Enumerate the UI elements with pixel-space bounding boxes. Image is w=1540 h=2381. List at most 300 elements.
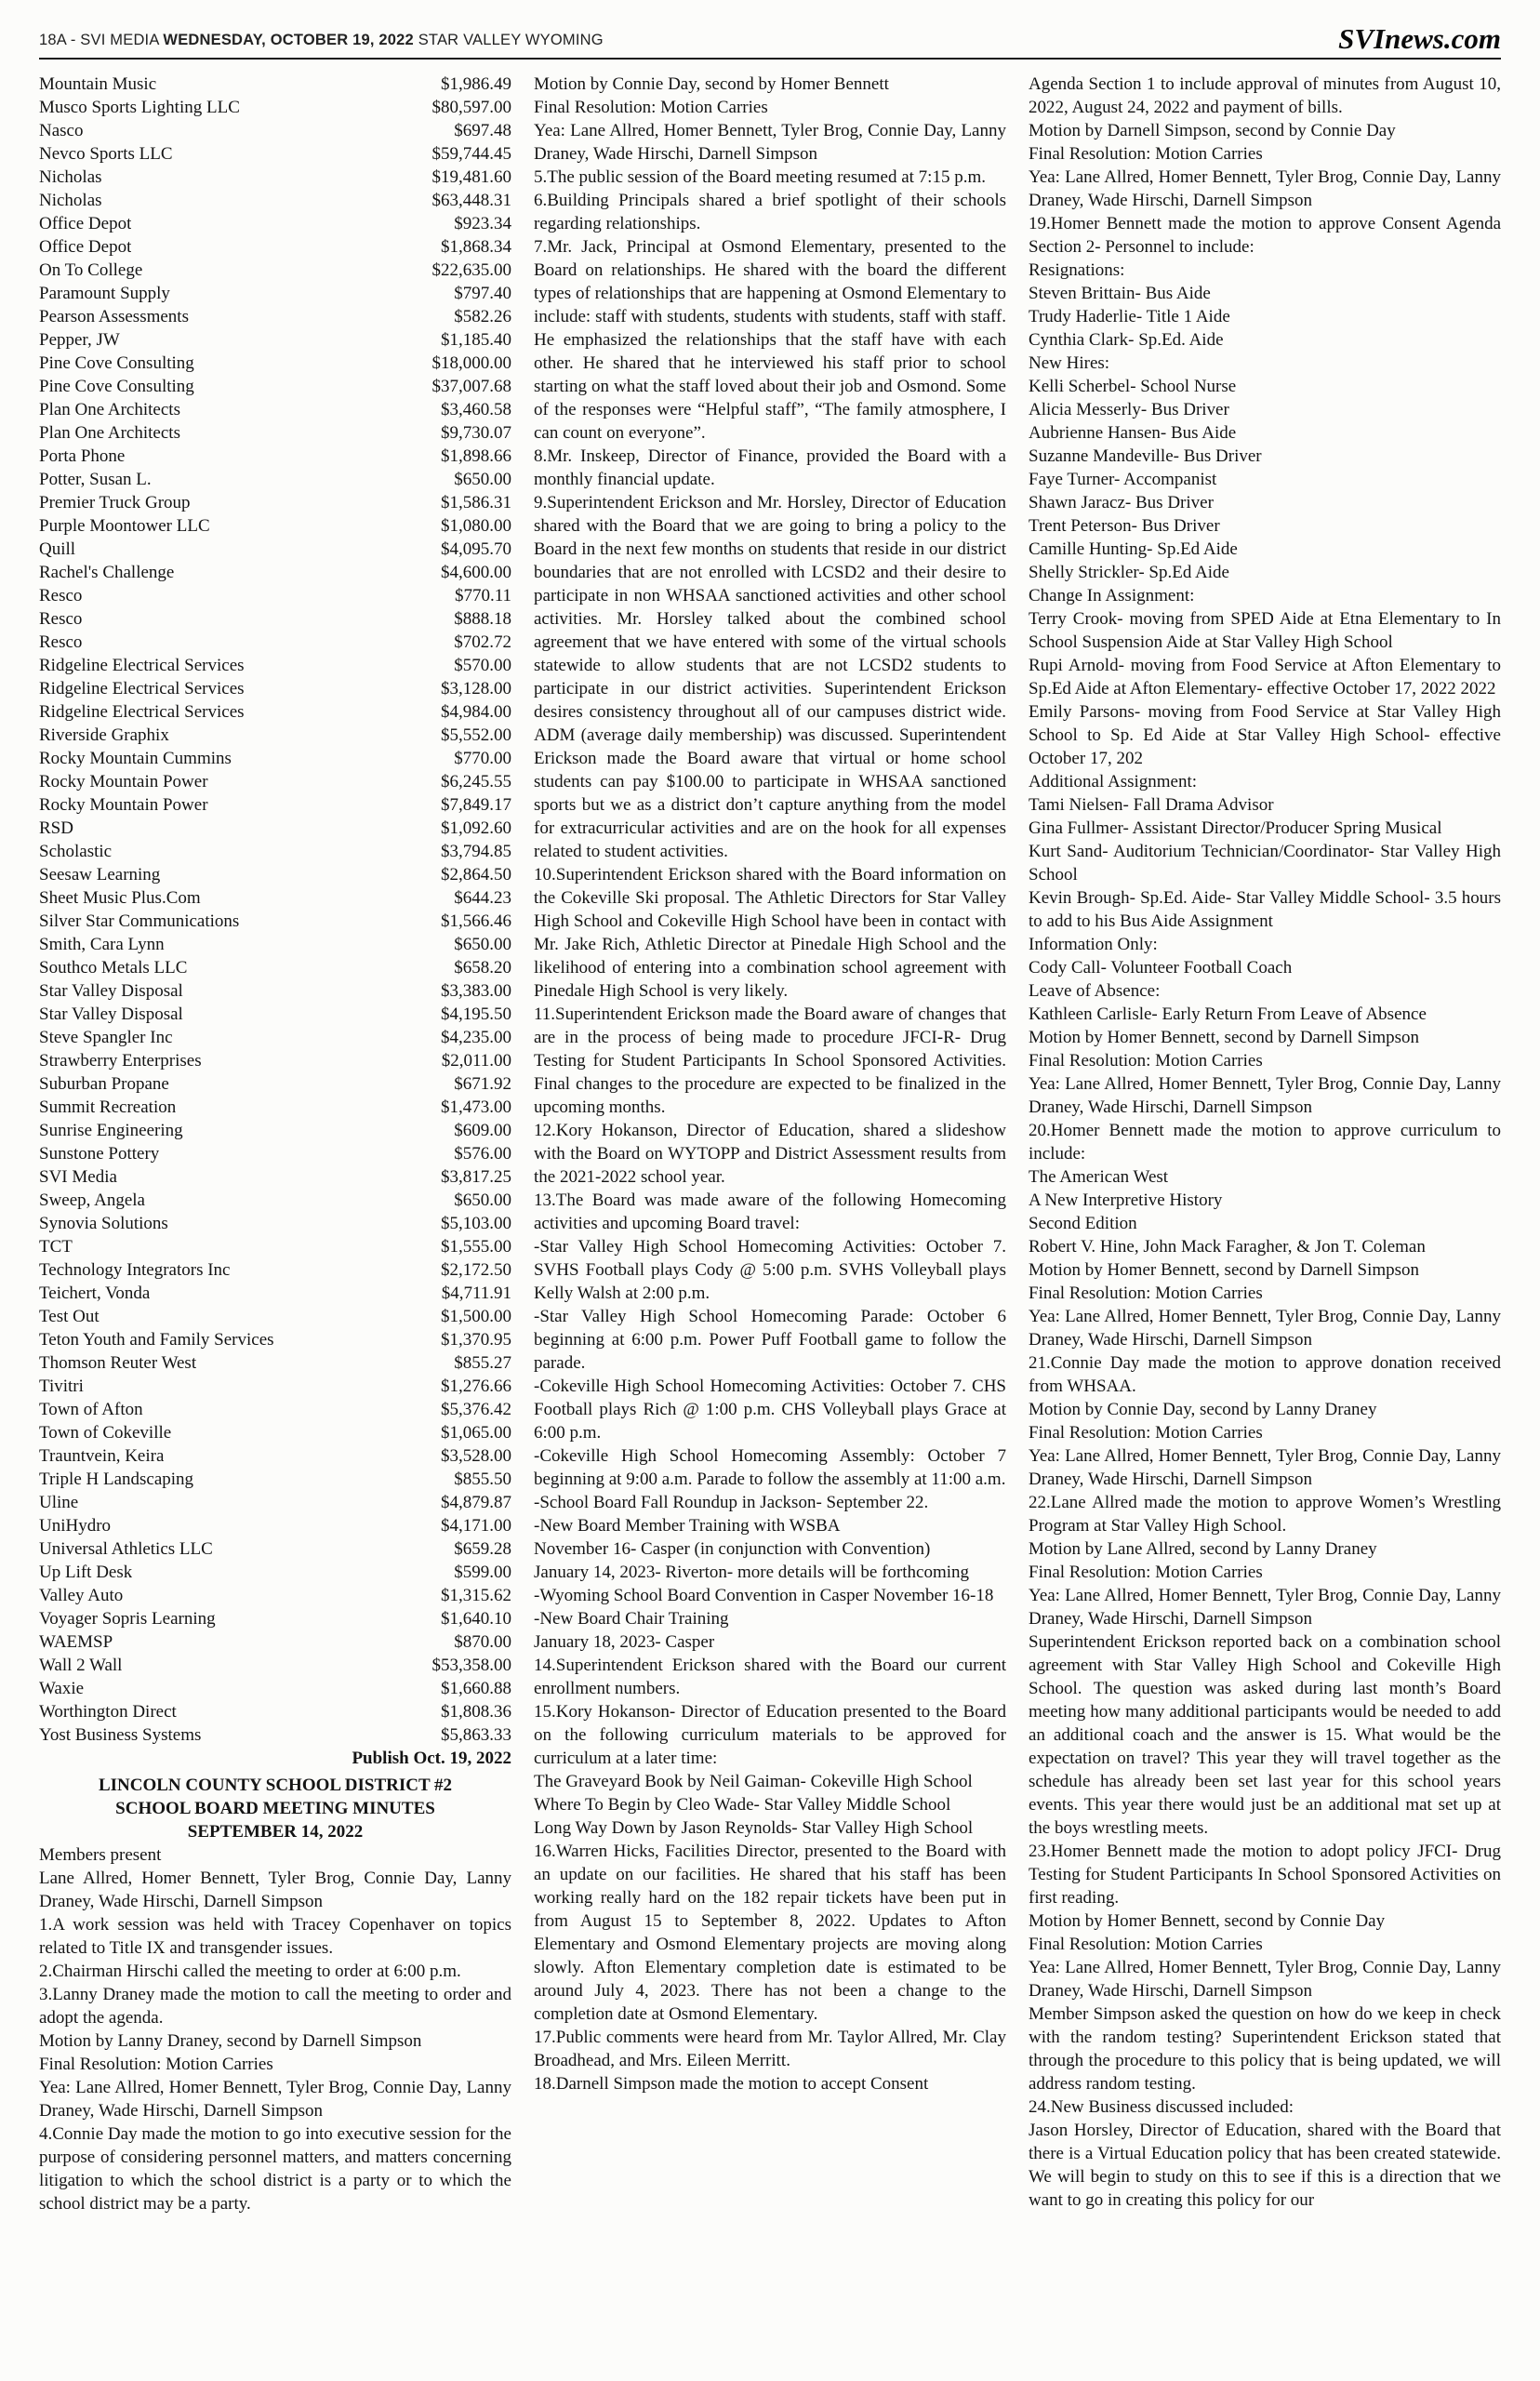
- vendor-amount: $1,092.60: [441, 818, 511, 838]
- vendor-row: [39, 1398, 511, 1421]
- vendor-row: [39, 863, 511, 886]
- paragraph: Robert V. Hine, John Mack Faragher, & Jon T. Coleman: [1029, 1237, 1426, 1257]
- vendor-amount: $1,500.00: [441, 1307, 511, 1326]
- vendor-amount: $770.00: [454, 749, 511, 768]
- vendor-amount: $22,635.00: [431, 260, 511, 280]
- vendor-amount: $1,276.66: [441, 1377, 511, 1396]
- vendor-amount: $1,080.00: [441, 516, 511, 536]
- paragraph: Yea: Lane Allred, Homer Bennett, Tyler Brog, Connie Day, Lanny Draney, Wade Hirschi, Darnell Simpson: [1029, 1446, 1501, 1489]
- paragraph: Motion by Lanny Draney, second by Darnell Simpson: [39, 2031, 422, 2051]
- paragraph: Alicia Messerly- Bus Driver: [1029, 400, 1229, 419]
- vendor-amount: $1,586.31: [441, 493, 511, 512]
- paragraph: Final Resolution: Motion Carries: [1029, 144, 1263, 164]
- vendor-amount: $644.23: [454, 888, 511, 908]
- vendor-name: Mountain Music: [39, 74, 157, 94]
- vendor-name: Porta Phone: [39, 446, 126, 466]
- vendor-name: Town of Afton: [39, 1400, 143, 1419]
- folio-line: [39, 32, 604, 53]
- paragraph: 22.Lane Allred made the motion to approve Women’s Wrestling Program at Star Valley High School.: [1029, 1493, 1501, 1536]
- vendor-name: Nevco Sports LLC: [39, 144, 173, 164]
- paragraph: Lane Allred, Homer Bennett, Tyler Brog, Connie Day, Lanny Draney, Wade Hirschi, Darnell Simpson: [39, 1869, 511, 1911]
- paragraph: Cynthia Clark- Sp.Ed. Aide: [1029, 330, 1224, 350]
- vendor-row: [39, 1258, 511, 1282]
- vendor-row: [39, 445, 511, 468]
- vendor-amount: $770.11: [454, 586, 511, 605]
- paragraph: Faye Turner- Accompanist: [1029, 470, 1217, 489]
- vendor-name: TCT: [39, 1237, 73, 1257]
- vendor-name: Valley Auto: [39, 1586, 124, 1605]
- vendor-amount: $5,103.00: [441, 1214, 511, 1233]
- vendor-amount: $5,552.00: [441, 725, 511, 745]
- vendor-amount: $4,095.70: [441, 539, 511, 559]
- minutes-title-line-2: SCHOOL BOARD MEETING MINUTES: [115, 1799, 435, 1818]
- vendor-row: [39, 1165, 511, 1189]
- paragraph: 7.Mr. Jack, Principal at Osmond Elementary, presented to the Board on relationships. He shared with the board the different types of relationships that are happening at Osmond Elementary to include: staff with students, students with students, staff with staff. He emphasized the relationships that the staff have with each other. He shared that he interviewed his staff prior to school starting on what the staff loved about their job and Osmond. Some of the responses were “Helpful staff”, “The family atmosphere, I can count on everyone”.: [534, 237, 1006, 443]
- paragraph: Jason Horsley, Director of Education, shared with the Board that there is a Virtual Education policy that has been created statewide. We will begin to study on this to see if this is a direction that we want to go in creating this policy for our: [1029, 2121, 1501, 2210]
- vendor-amount: $3,383.00: [441, 981, 511, 1001]
- paragraph: Long Way Down by Jason Reynolds- Star Valley High School: [534, 1818, 974, 1838]
- vendor-amount: $1,660.88: [441, 1679, 511, 1698]
- vendor-name: Rocky Mountain Power: [39, 772, 208, 791]
- vendor-name: Summit Recreation: [39, 1097, 177, 1117]
- vendor-name: Wall 2 Wall: [39, 1656, 123, 1675]
- vendor-name: Yost Business Systems: [39, 1725, 202, 1745]
- paragraph: Motion by Lane Allred, second by Lanny Draney: [1029, 1539, 1377, 1559]
- paragraph: Yea: Lane Allred, Homer Bennett, Tyler Brog, Connie Day, Lanny Draney, Wade Hirschi, Darnell Simpson: [1029, 1074, 1501, 1117]
- paragraph: -Wyoming School Board Convention in Casper November 16-18: [534, 1586, 994, 1605]
- paragraph: 21.Connie Day made the motion to approve donation received from WHSAA.: [1029, 1353, 1501, 1396]
- paragraph: -School Board Fall Roundup in Jackson- September 22.: [534, 1493, 929, 1512]
- vendor-row: [39, 561, 511, 584]
- paragraph: Motion by Homer Bennett, second by Darnell Simpson: [1029, 1028, 1420, 1047]
- vendor-row: [39, 235, 511, 259]
- vendor-amount: $4,711.91: [441, 1284, 511, 1303]
- paragraph: Final Resolution: Motion Carries: [1029, 1051, 1263, 1071]
- paragraph: Additional Assignment:: [1029, 772, 1198, 791]
- vendor-name: Technology Integrators Inc: [39, 1260, 231, 1280]
- paragraph: Terry Crook- moving from SPED Aide at Etna Elementary to In School Suspension Aide at Star Valley High School: [1029, 609, 1501, 652]
- vendor-row: [39, 468, 511, 491]
- paragraph: Steven Brittain- Bus Aide: [1029, 284, 1211, 303]
- vendor-amount: $7,849.17: [441, 795, 511, 815]
- vendor-row: [39, 398, 511, 421]
- vendor-row: [39, 73, 511, 96]
- vendor-name: Nicholas: [39, 167, 102, 187]
- paragraph: Superintendent Erickson reported back on a combination school agreement with Star Valley High School and Cokeville High School. The question was asked during last month’s Board meeting how many additional participants would be needed to add an additional coach and the answer is 15. What would be the expectation on travel? This year they will travel together as the schedule has already been set last year for this school years events. This year there would just be an additional mat set up at the boys wrestling meets.: [1029, 1632, 1501, 1838]
- vendor-amount: $570.00: [454, 656, 511, 675]
- minutes-title-line-1: LINCOLN COUNTY SCHOOL DISTRICT #2: [98, 1776, 453, 1795]
- vendor-name: Pearson Assessments: [39, 307, 189, 326]
- paragraph: Gina Fullmer- Assistant Director/Producer Spring Musical: [1029, 818, 1442, 838]
- vendor-amount: $870.00: [454, 1632, 511, 1652]
- vendor-name: Premier Truck Group: [39, 493, 191, 512]
- vendor-amount: $4,235.00: [441, 1028, 511, 1047]
- vendor-amount: $1,808.36: [441, 1702, 511, 1722]
- paragraph: The Graveyard Book by Neil Gaiman- Cokeville High School: [534, 1772, 973, 1791]
- vendor-row: [39, 282, 511, 305]
- vendor-amount: $4,879.87: [441, 1493, 511, 1512]
- vendor-name: SVI Media: [39, 1167, 117, 1187]
- vendor-amount: $9,730.07: [441, 423, 511, 443]
- paragraph: Information Only:: [1029, 935, 1158, 954]
- vendor-name: Rachel's Challenge: [39, 563, 175, 582]
- paragraph: Change In Assignment:: [1029, 586, 1195, 605]
- vendor-row: [39, 189, 511, 212]
- vendor-row: [39, 212, 511, 235]
- vendor-name: Resco: [39, 609, 83, 629]
- vendor-row: [39, 770, 511, 793]
- vendor-amount: $650.00: [454, 470, 511, 489]
- vendor-amount: $4,195.50: [441, 1004, 511, 1024]
- vendor-name: Pepper, JW: [39, 330, 120, 350]
- vendor-name: Riverside Graphix: [39, 725, 169, 745]
- folio-date: WEDNESDAY, OCTOBER 19, 2022: [163, 32, 414, 48]
- vendor-row: [39, 793, 511, 817]
- vendor-row: [39, 607, 511, 631]
- paragraph: Yea: Lane Allred, Homer Bennett, Tyler Brog, Connie Day, Lanny Draney, Wade Hirschi, Darnell Simpson: [1029, 1586, 1501, 1629]
- vendor-amount: $650.00: [454, 1190, 511, 1210]
- vendor-amount: $19,481.60: [431, 167, 511, 187]
- vendor-row: [39, 677, 511, 700]
- paragraph: Trent Peterson- Bus Driver: [1029, 516, 1220, 536]
- vendor-row: [39, 1561, 511, 1584]
- vendor-amount: $5,376.42: [441, 1400, 511, 1419]
- paragraph: November 16- Casper (in conjunction with Convention): [534, 1539, 931, 1559]
- paragraph: 10.Superintendent Erickson shared with the Board information on the Cokeville Ski proposal. The Athletic Directors for Star Valley High School and Cokeville High School have been in contact with Mr. Jake Rich, Athletic Director at Pinedale High School and the likelihood of entering into a combination school agreement with Pinedale High School is very likely.: [534, 865, 1006, 1001]
- vendor-amount: $609.00: [454, 1121, 511, 1140]
- paragraph: -Cokeville High School Homecoming Assembly: October 7 beginning at 9:00 a.m. Parade to follow the assembly at 11:00 a.m.: [534, 1446, 1006, 1489]
- paragraph: 11.Superintendent Erickson made the Board aware of changes that are in the process of being made to procedure JFCI-R- Drug Testing for Student Participants In School Sponsored Activities. Final changes to the procedure are expected to be finalized in the upcoming months.: [534, 1004, 1006, 1117]
- vendor-row: [39, 1537, 511, 1561]
- vendor-row: [39, 747, 511, 770]
- vendor-name: UniHydro: [39, 1516, 112, 1536]
- minutes-col1-body: [39, 1843, 511, 2215]
- vendor-name: Worthington Direct: [39, 1702, 177, 1722]
- paragraph: Kurt Sand- Auditorium Technician/Coordinator- Star Valley High School: [1029, 842, 1501, 885]
- vendor-row: [39, 375, 511, 398]
- vendor-name: Pine Cove Consulting: [39, 377, 194, 396]
- vendor-row: [39, 1677, 511, 1700]
- paragraph: Agenda Section 1 to include approval of minutes from August 10, 2022, August 24, 2022 and payment of bills.: [1029, 74, 1501, 117]
- vendor-name: Waxie: [39, 1679, 85, 1698]
- vendor-row: [39, 1282, 511, 1305]
- paragraph: Final Resolution: Motion Carries: [1029, 1284, 1263, 1303]
- vendor-amount: $599.00: [454, 1563, 511, 1582]
- paragraph: Yea: Lane Allred, Homer Bennett, Tyler Brog, Connie Day, Lanny Draney, Wade Hirschi, Darnell Simpson: [534, 121, 1006, 164]
- paragraph: The American West: [1029, 1167, 1169, 1187]
- vendor-row: [39, 840, 511, 863]
- paragraph: -New Board Member Training with WSBA: [534, 1516, 841, 1536]
- paragraph: Cody Call- Volunteer Football Coach: [1029, 958, 1293, 978]
- paragraph: 4.Connie Day made the motion to go into executive session for the purpose of considering personnel matters, and matters concerning litigation to which the school district is a party or to which the school district may be a party.: [39, 2124, 511, 2214]
- paragraph: Shelly Strickler- Sp.Ed Aide: [1029, 563, 1229, 582]
- vendor-name: Resco: [39, 586, 83, 605]
- vendor-row: [39, 421, 511, 445]
- vendor-amount: $2,011.00: [441, 1051, 511, 1071]
- paragraph: Kathleen Carlisle- Early Return From Leave of Absence: [1029, 1004, 1427, 1024]
- vendor-row: [39, 1212, 511, 1235]
- vendor-row: [39, 1328, 511, 1351]
- vendor-name: Star Valley Disposal: [39, 1004, 183, 1024]
- paragraph: Shawn Jaracz- Bus Driver: [1029, 493, 1214, 512]
- paragraph: Final Resolution: Motion Carries: [534, 98, 768, 117]
- vendor-name: Teton Youth and Family Services: [39, 1330, 274, 1350]
- vendor-name: Pine Cove Consulting: [39, 353, 194, 373]
- vendor-name: Universal Athletics LLC: [39, 1539, 213, 1559]
- vendor-row: [39, 1607, 511, 1630]
- vendor-name: Paramount Supply: [39, 284, 170, 303]
- vendor-amount: $658.20: [454, 958, 511, 978]
- paragraph: 9.Superintendent Erickson and Mr. Horsley, Director of Education shared with the Board that we are going to bring a policy to the Board in the next few months on students that reside in our district boundaries that are not enrolled with LCSD2 and their desire to participate in non WHSAA sanctioned activities and other school activities. Mr. Horsley talked about the combined school agreement that we have entered with some of the virtual schools statewide to allow students that are not LCSD2 students to participate in our district activities. Superintendent Erickson desires consistency throughout all of our campuses district wide. ADM (average daily membership) was discussed. Superintendent Erickson made the Board aware that virtual or home school students can pay $100.00 to participate in WHSAA sanctioned sports but we as a district don’t capture anything from the model for extracurricular activities and are on the hook for all expenses related to student activities.: [534, 493, 1006, 861]
- vendor-amount: $6,245.55: [441, 772, 511, 791]
- vendor-amount: $1,640.10: [441, 1609, 511, 1629]
- paragraph: 17.Public comments were heard from Mr. Taylor Allred, Mr. Clay Broadhead, and Mrs. Eileen Merritt.: [534, 2028, 1006, 2070]
- vendor-name: Musco Sports Lighting LLC: [39, 98, 240, 117]
- vendor-row: [39, 259, 511, 282]
- vendor-amount: $1,185.40: [441, 330, 511, 350]
- vendor-row: [39, 1375, 511, 1398]
- columns: [39, 73, 1501, 2215]
- vendor-row: [39, 1630, 511, 1654]
- paragraph: Kelli Scherbel- School Nurse: [1029, 377, 1237, 396]
- vendor-name: Synovia Solutions: [39, 1214, 168, 1233]
- vendor-name: Southco Metals LLC: [39, 958, 188, 978]
- vendor-name: Sunstone Pottery: [39, 1144, 160, 1164]
- paragraph: Suzanne Mandeville- Bus Driver: [1029, 446, 1262, 466]
- paragraph: Yea: Lane Allred, Homer Bennett, Tyler Brog, Connie Day, Lanny Draney, Wade Hirschi, Darnell Simpson: [1029, 167, 1501, 210]
- vendor-amount: $3,528.00: [441, 1446, 511, 1466]
- vendor-amount: $3,460.58: [441, 400, 511, 419]
- vendor-amount: $855.27: [454, 1353, 511, 1373]
- vendor-amount: $5,863.33: [441, 1725, 511, 1745]
- paragraph: A New Interpretive History: [1029, 1190, 1223, 1210]
- vendor-amount: $702.72: [454, 632, 511, 652]
- paragraph: 19.Homer Bennett made the motion to approve Consent Agenda Section 2- Personnel to include:: [1029, 214, 1501, 257]
- vendor-amount: $582.26: [454, 307, 511, 326]
- vendor-amount: $2,172.50: [441, 1260, 511, 1280]
- vendor-row: [39, 886, 511, 910]
- vendor-name: Purple Moontower LLC: [39, 516, 210, 536]
- vendor-amount: $37,007.68: [431, 377, 511, 396]
- vendor-name: Sunrise Engineering: [39, 1121, 183, 1140]
- vendor-amount: $3,817.25: [441, 1167, 511, 1187]
- vendor-row: [39, 538, 511, 561]
- paragraph: Rupi Arnold- moving from Food Service at Afton Elementary to Sp.Ed Aide at Afton Elementary- effective October 17, 2022 2022: [1029, 656, 1501, 698]
- vendor-name: Up Lift Desk: [39, 1563, 133, 1582]
- vendor-row: [39, 1700, 511, 1723]
- vendor-amount: $697.48: [454, 121, 511, 140]
- vendor-amount: $3,128.00: [441, 679, 511, 698]
- vendor-name: On To College: [39, 260, 143, 280]
- vendor-amount: $855.50: [454, 1470, 511, 1489]
- paragraph: 6.Building Principals shared a brief spotlight of their schools regarding relationships.: [534, 191, 1006, 233]
- vendor-row: [39, 1049, 511, 1072]
- vendor-amount: $4,984.00: [441, 702, 511, 722]
- paragraph: Motion by Darnell Simpson, second by Connie Day: [1029, 121, 1396, 140]
- vendor-name: Silver Star Communications: [39, 911, 240, 931]
- paragraph: Members present: [39, 1845, 162, 1865]
- paragraph: Leave of Absence:: [1029, 981, 1161, 1001]
- vendor-row: [39, 119, 511, 142]
- vendor-row: [39, 1584, 511, 1607]
- vendor-row: [39, 1654, 511, 1677]
- paragraph: Motion by Homer Bennett, second by Connie Day: [1029, 1911, 1386, 1931]
- folio-right: STAR VALLEY WYOMING: [413, 32, 604, 48]
- vendor-row: [39, 700, 511, 724]
- paragraph: 12.Kory Hokanson, Director of Education, shared a slideshow with the Board on WYTOPP and District Assessment results from the 2021-2022 school year.: [534, 1121, 1006, 1187]
- paragraph: -Star Valley High School Homecoming Activities: October 7. SVHS Football plays Cody @ 5:00 p.m. SVHS Volleyball plays Kelly Walsh at 2:00 p.m.: [534, 1237, 1006, 1303]
- paragraph: Camille Hunting- Sp.Ed Aide: [1029, 539, 1238, 559]
- column-1: [39, 73, 511, 2215]
- minutes-col3-body: [1029, 73, 1501, 2212]
- paragraph: Trudy Haderlie- Title 1 Aide: [1029, 307, 1230, 326]
- column-2: [534, 73, 1006, 2215]
- paragraph: 18.Darnell Simpson made the motion to accept Consent: [534, 2074, 929, 2094]
- vendor-amount: $2,864.50: [441, 865, 511, 885]
- paragraph: January 18, 2023- Casper: [534, 1632, 715, 1652]
- paragraph: New Hires:: [1029, 353, 1110, 373]
- vendor-name: Potter, Susan L.: [39, 470, 152, 489]
- vendor-name: Steve Spangler Inc: [39, 1028, 173, 1047]
- paragraph: Yea: Lane Allred, Homer Bennett, Tyler Brog, Connie Day, Lanny Draney, Wade Hirschi, Darnell Simpson: [39, 2078, 511, 2121]
- vendor-row: [39, 910, 511, 933]
- paragraph: Yea: Lane Allred, Homer Bennett, Tyler Brog, Connie Day, Lanny Draney, Wade Hirschi, Darnell Simpson: [1029, 1307, 1501, 1350]
- paragraph: Where To Begin by Cleo Wade- Star Valley Middle School: [534, 1795, 951, 1815]
- vendor-amount: $1,566.46: [441, 911, 511, 931]
- vendor-amount: $1,065.00: [441, 1423, 511, 1443]
- paragraph: Emily Parsons- moving from Food Service at Star Valley High School to Sp. Ed Aide at Star Valley High School- effective October 17, 202: [1029, 702, 1501, 768]
- vendor-ledger: [39, 73, 511, 1747]
- vendor-row: [39, 142, 511, 166]
- paragraph: 23.Homer Bennett made the motion to adopt policy JFCI- Drug Testing for Student Participants In School Sponsored Activities on first reading.: [1029, 1842, 1501, 1908]
- minutes-title-line-3: SEPTEMBER 14, 2022: [187, 1822, 364, 1842]
- vendor-name: Voyager Sopris Learning: [39, 1609, 216, 1629]
- vendor-name: Star Valley Disposal: [39, 981, 183, 1001]
- vendor-name: Smith, Cara Lynn: [39, 935, 165, 954]
- paragraph: 5.The public session of the Board meeting resumed at 7:15 p.m.: [534, 167, 986, 187]
- vendor-name: Ridgeline Electrical Services: [39, 679, 245, 698]
- paragraph: Motion by Connie Day, second by Lanny Draney: [1029, 1400, 1377, 1419]
- vendor-row: [39, 514, 511, 538]
- vendor-name: Triple H Landscaping: [39, 1470, 194, 1489]
- vendor-name: Scholastic: [39, 842, 113, 861]
- vendor-row: [39, 1119, 511, 1142]
- vendor-name: Plan One Architects: [39, 423, 180, 443]
- vendor-amount: $53,358.00: [431, 1656, 511, 1675]
- vendor-name: Ridgeline Electrical Services: [39, 702, 245, 722]
- vendor-name: RSD: [39, 818, 73, 838]
- paragraph: Aubrienne Hansen- Bus Aide: [1029, 423, 1237, 443]
- paragraph: Final Resolution: Motion Carries: [1029, 1423, 1263, 1443]
- paragraph: -Cokeville High School Homecoming Activities: October 7. CHS Football plays Rich @ 1:00 p.m. CHS Volleyball plays Grace at 6:00 p.m.: [534, 1377, 1006, 1443]
- vendor-amount: $576.00: [454, 1144, 511, 1164]
- vendor-name: Ridgeline Electrical Services: [39, 656, 245, 675]
- folio-left: 18A - SVI MEDIA: [39, 32, 164, 48]
- vendor-row: [39, 1444, 511, 1468]
- vendor-amount: $18,000.00: [431, 353, 511, 373]
- vendor-name: Town of Cokeville: [39, 1423, 172, 1443]
- vendor-name: Sweep, Angela: [39, 1190, 145, 1210]
- vendor-name: Uline: [39, 1493, 79, 1512]
- vendor-row: [39, 817, 511, 840]
- paragraph: Kevin Brough- Sp.Ed. Aide- Star Valley Middle School- 3.5 hours to add to his Bus Aide Assignment: [1029, 888, 1501, 931]
- vendor-amount: $63,448.31: [431, 191, 511, 210]
- paragraph: January 14, 2023- Riverton- more details will be forthcoming: [534, 1563, 970, 1582]
- vendor-amount: $888.18: [454, 609, 511, 629]
- vendor-row: [39, 724, 511, 747]
- vendor-name: Suburban Propane: [39, 1074, 169, 1094]
- paragraph: -New Board Chair Training: [534, 1609, 729, 1629]
- vendor-row: [39, 1096, 511, 1119]
- vendor-row: [39, 352, 511, 375]
- vendor-amount: $80,597.00: [431, 98, 511, 117]
- vendor-name: Rocky Mountain Power: [39, 795, 208, 815]
- vendor-name: Nicholas: [39, 191, 102, 210]
- vendor-amount: $1,370.95: [441, 1330, 511, 1350]
- vendor-amount: $1,986.49: [441, 74, 511, 94]
- paragraph: 15.Kory Hokanson- Director of Education presented to the Board on the following curriculum materials to be approved for curriculum at a later time:: [534, 1702, 1006, 1768]
- publish-line: Publish Oct. 19, 2022: [352, 1749, 511, 1768]
- vendor-row: [39, 1235, 511, 1258]
- vendor-amount: $4,171.00: [441, 1516, 511, 1536]
- vendor-amount: $659.28: [454, 1539, 511, 1559]
- vendor-row: [39, 1305, 511, 1328]
- vendor-amount: $1,555.00: [441, 1237, 511, 1257]
- vendor-row: [39, 1723, 511, 1747]
- vendor-row: [39, 631, 511, 654]
- vendor-row: [39, 491, 511, 514]
- vendor-amount: $650.00: [454, 935, 511, 954]
- vendor-row: [39, 1351, 511, 1375]
- vendor-row: [39, 166, 511, 189]
- paragraph: Final Resolution: Motion Carries: [1029, 1935, 1263, 1954]
- paragraph: Final Resolution: Motion Carries: [39, 2055, 273, 2074]
- vendor-amount: $923.34: [454, 214, 511, 233]
- vendor-name: WAEMSP: [39, 1632, 113, 1652]
- vendor-name: Teichert, Vonda: [39, 1284, 151, 1303]
- paragraph: 3.Lanny Draney made the motion to call the meeting to order and adopt the agenda.: [39, 1985, 511, 2028]
- vendor-amount: $1,473.00: [441, 1097, 511, 1117]
- vendor-row: [39, 979, 511, 1003]
- vendor-name: Tivitri: [39, 1377, 84, 1396]
- vendor-amount: $59,744.45: [431, 144, 511, 164]
- column-3: [1029, 73, 1501, 2215]
- paragraph: 8.Mr. Inskeep, Director of Finance, provided the Board with a monthly financial update.: [534, 446, 1006, 489]
- vendor-row: [39, 1003, 511, 1026]
- vendor-name: Strawberry Enterprises: [39, 1051, 202, 1071]
- vendor-amount: $797.40: [454, 284, 511, 303]
- site-logo: SVInews.com: [1338, 22, 1501, 55]
- vendor-row: [39, 305, 511, 328]
- vendor-name: Test Out: [39, 1307, 100, 1326]
- vendor-name: Seesaw Learning: [39, 865, 161, 885]
- vendor-amount: $671.92: [454, 1074, 511, 1094]
- vendor-row: [39, 933, 511, 956]
- vendor-row: [39, 1421, 511, 1444]
- vendor-row: [39, 1142, 511, 1165]
- paragraph: Motion by Connie Day, second by Homer Bennett: [534, 74, 889, 94]
- vendor-name: Nasco: [39, 121, 84, 140]
- paragraph: 24.New Business discussed included:: [1029, 2097, 1294, 2117]
- vendor-name: Resco: [39, 632, 83, 652]
- vendor-row: [39, 1072, 511, 1096]
- vendor-row: [39, 956, 511, 979]
- paragraph: Second Edition: [1029, 1214, 1137, 1233]
- paragraph: 16.Warren Hicks, Facilities Director, presented to the Board with an update on our facilities. He shared that his staff has been working really hard on the 182 repair tickets have been put in from August 15 to September 8, 2022. Updates to Afton Elementary and Osmond Elementary projects are moving along slowly. Afton Elementary completion date is estimated to be around July 4, 2023. There has not been a change to the completion date at Osmond Elementary.: [534, 1842, 1006, 2024]
- vendor-row: [39, 1514, 511, 1537]
- page-header: [39, 24, 1501, 60]
- vendor-name: Office Depot: [39, 237, 132, 257]
